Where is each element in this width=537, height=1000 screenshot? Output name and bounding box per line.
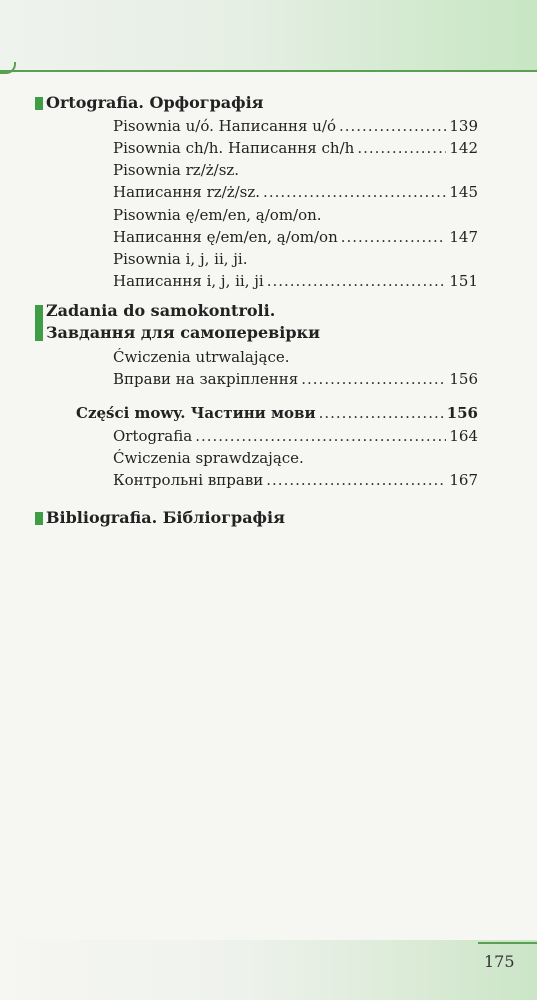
dot-leader	[341, 226, 447, 248]
section-heading-zadania	[46, 300, 320, 344]
section-title: Ortografia. Орфографія	[46, 93, 264, 112]
entry-title: Pisownia u/ó. Написання u/ó	[113, 117, 336, 135]
toc-entry[interactable]	[113, 248, 478, 292]
entry-title: Контрольні вправи	[113, 471, 264, 489]
entry-title: Вправи на закріплення	[113, 370, 299, 388]
dot-leader	[301, 368, 446, 390]
dot-leader	[195, 425, 446, 447]
toc-entry[interactable]	[113, 115, 478, 137]
section-title-line: Zadania do samokontroli.	[46, 301, 276, 320]
toc-entry[interactable]	[113, 159, 478, 203]
entry-page: 167	[449, 471, 478, 489]
entry-title-line: Pisownia ę/em/en, ą/om/on.	[113, 206, 322, 224]
dot-leader	[357, 137, 446, 159]
subsection-title: Części mowy. Частини мови	[76, 404, 316, 422]
header-band	[0, 0, 537, 72]
entry-page: 147	[449, 228, 478, 246]
dot-leader	[263, 181, 446, 203]
page-number: 175	[484, 952, 515, 971]
section-title-line: Завдання для самоперевірки	[46, 323, 320, 342]
entry-page: 164	[449, 427, 478, 445]
header-rule	[0, 70, 537, 72]
entry-page: 139	[449, 117, 478, 135]
toc-entry[interactable]	[113, 447, 478, 491]
entry-page: 156	[449, 370, 478, 388]
entry-title: Написання i, j, ii, ji	[113, 272, 264, 290]
footer-rule	[478, 942, 537, 944]
entry-page: 151	[449, 272, 478, 290]
entry-page: 145	[449, 183, 478, 201]
toc-entry[interactable]	[113, 137, 478, 159]
dot-leader	[339, 115, 446, 137]
entry-title: Написання rz/ż/sz.	[113, 183, 261, 201]
entry-title: Pisownia ch/h. Написання ch/h	[113, 139, 355, 157]
section-marker	[35, 305, 43, 341]
dot-leader	[266, 469, 446, 491]
toc-entry[interactable]	[113, 425, 478, 447]
entry-title: Написання ę/em/en, ą/om/on	[113, 228, 338, 246]
subsection-heading[interactable]	[76, 402, 478, 424]
entry-title: Ortografia	[113, 427, 193, 445]
toc-entry[interactable]	[113, 204, 478, 248]
section-marker	[35, 97, 43, 110]
entry-title-line: Ćwiczenia sprawdzające.	[113, 449, 304, 467]
section-title: Bibliografia. Бібліографія	[46, 508, 285, 527]
toc-entry[interactable]	[113, 346, 478, 390]
entry-page: 142	[449, 139, 478, 157]
section-heading-bibliografia	[46, 507, 285, 529]
subsection-page: 156	[446, 404, 478, 422]
section-marker	[35, 512, 43, 525]
footer-band	[0, 940, 537, 1000]
dot-leader	[319, 402, 444, 424]
entry-title-line: Pisownia i, j, ii, ji.	[113, 250, 248, 268]
section-heading-ortografia	[46, 92, 263, 114]
entry-title-line: Pisownia rz/ż/sz.	[113, 161, 240, 179]
dot-leader	[267, 270, 447, 292]
entry-title-line: Ćwiczenia utrwalające.	[113, 348, 290, 366]
